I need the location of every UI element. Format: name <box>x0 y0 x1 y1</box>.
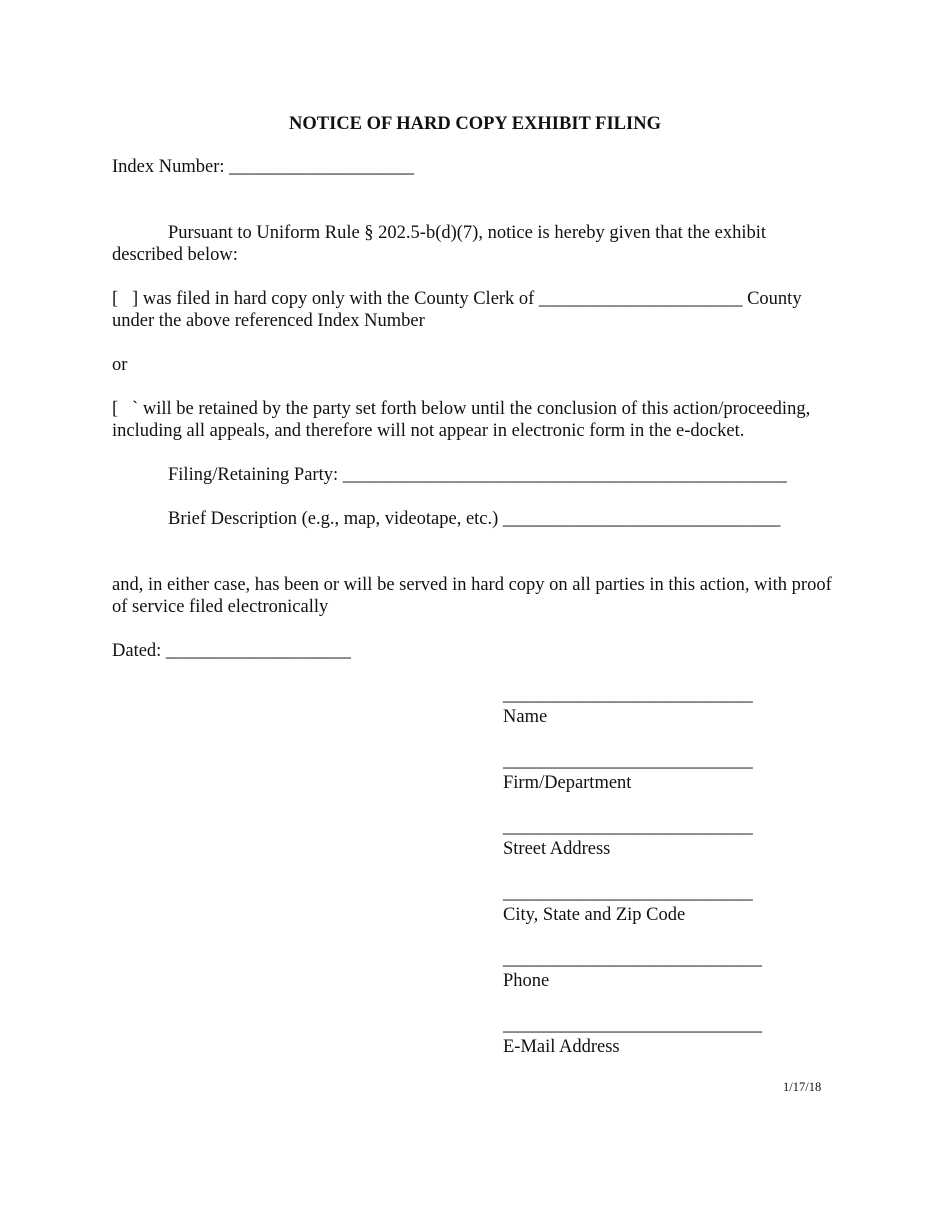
phone-label: Phone <box>503 971 550 991</box>
option-filed-text-line1: was filed in hard copy only with the County Clerk of ______________________ County <box>138 289 802 309</box>
either-case-text-line2: of service filed electronically <box>112 597 329 617</box>
street-address-line[interactable]: ___________________________ <box>503 817 753 837</box>
option-retained <box>112 398 810 420</box>
dated-field[interactable]: Dated: ____________________ <box>112 641 351 661</box>
filing-party-field[interactable]: Filing/Retaining Party: ________________________________________________ <box>168 465 787 485</box>
city-state-zip-label: City, State and Zip Code <box>503 905 686 925</box>
revision-date: 1/17/18 <box>783 1080 822 1094</box>
name-signature-line[interactable]: ___________________________ <box>503 685 753 705</box>
phone-line[interactable]: ____________________________ <box>503 949 762 969</box>
page-title: NOTICE OF HARD COPY EXHIBIT FILING <box>289 114 661 134</box>
option-retained-text-line2: including all appeals, and therefore will not appear in electronic form in the e-docket. <box>112 421 745 441</box>
name-label: Name <box>503 707 548 727</box>
pursuant-text-line2: described below: <box>112 245 238 265</box>
email-address-label: E-Mail Address <box>503 1037 620 1057</box>
option-filed-text-line2: under the above referenced Index Number <box>112 311 425 331</box>
street-address-label: Street Address <box>503 839 611 859</box>
option-filed-hard-copy <box>112 288 802 310</box>
brief-description-field[interactable]: Brief Description (e.g., map, videotape, etc.) ______________________________ <box>168 509 781 529</box>
retained-checkbox[interactable]: [ ` <box>112 399 139 419</box>
firm-department-line[interactable]: ___________________________ <box>503 751 753 771</box>
city-state-zip-line[interactable]: ___________________________ <box>503 883 753 903</box>
pursuant-text-line1: Pursuant to Uniform Rule § 202.5-b(d)(7), notice is hereby given that the exhibit <box>168 223 767 243</box>
email-address-line[interactable]: ____________________________ <box>503 1015 762 1035</box>
option-retained-text-line1: will be retained by the party set forth below until the conclusion of this action/proceeding, <box>138 399 811 419</box>
firm-department-label: Firm/Department <box>503 773 632 793</box>
index-number-field[interactable]: Index Number: ____________________ <box>112 157 415 177</box>
or-separator: or <box>112 355 128 375</box>
filed-hard-copy-checkbox[interactable]: [ ] <box>112 289 139 309</box>
either-case-text-line1: and, in either case, has been or will be served in hard copy on all parties in this action, with proof <box>112 575 832 595</box>
